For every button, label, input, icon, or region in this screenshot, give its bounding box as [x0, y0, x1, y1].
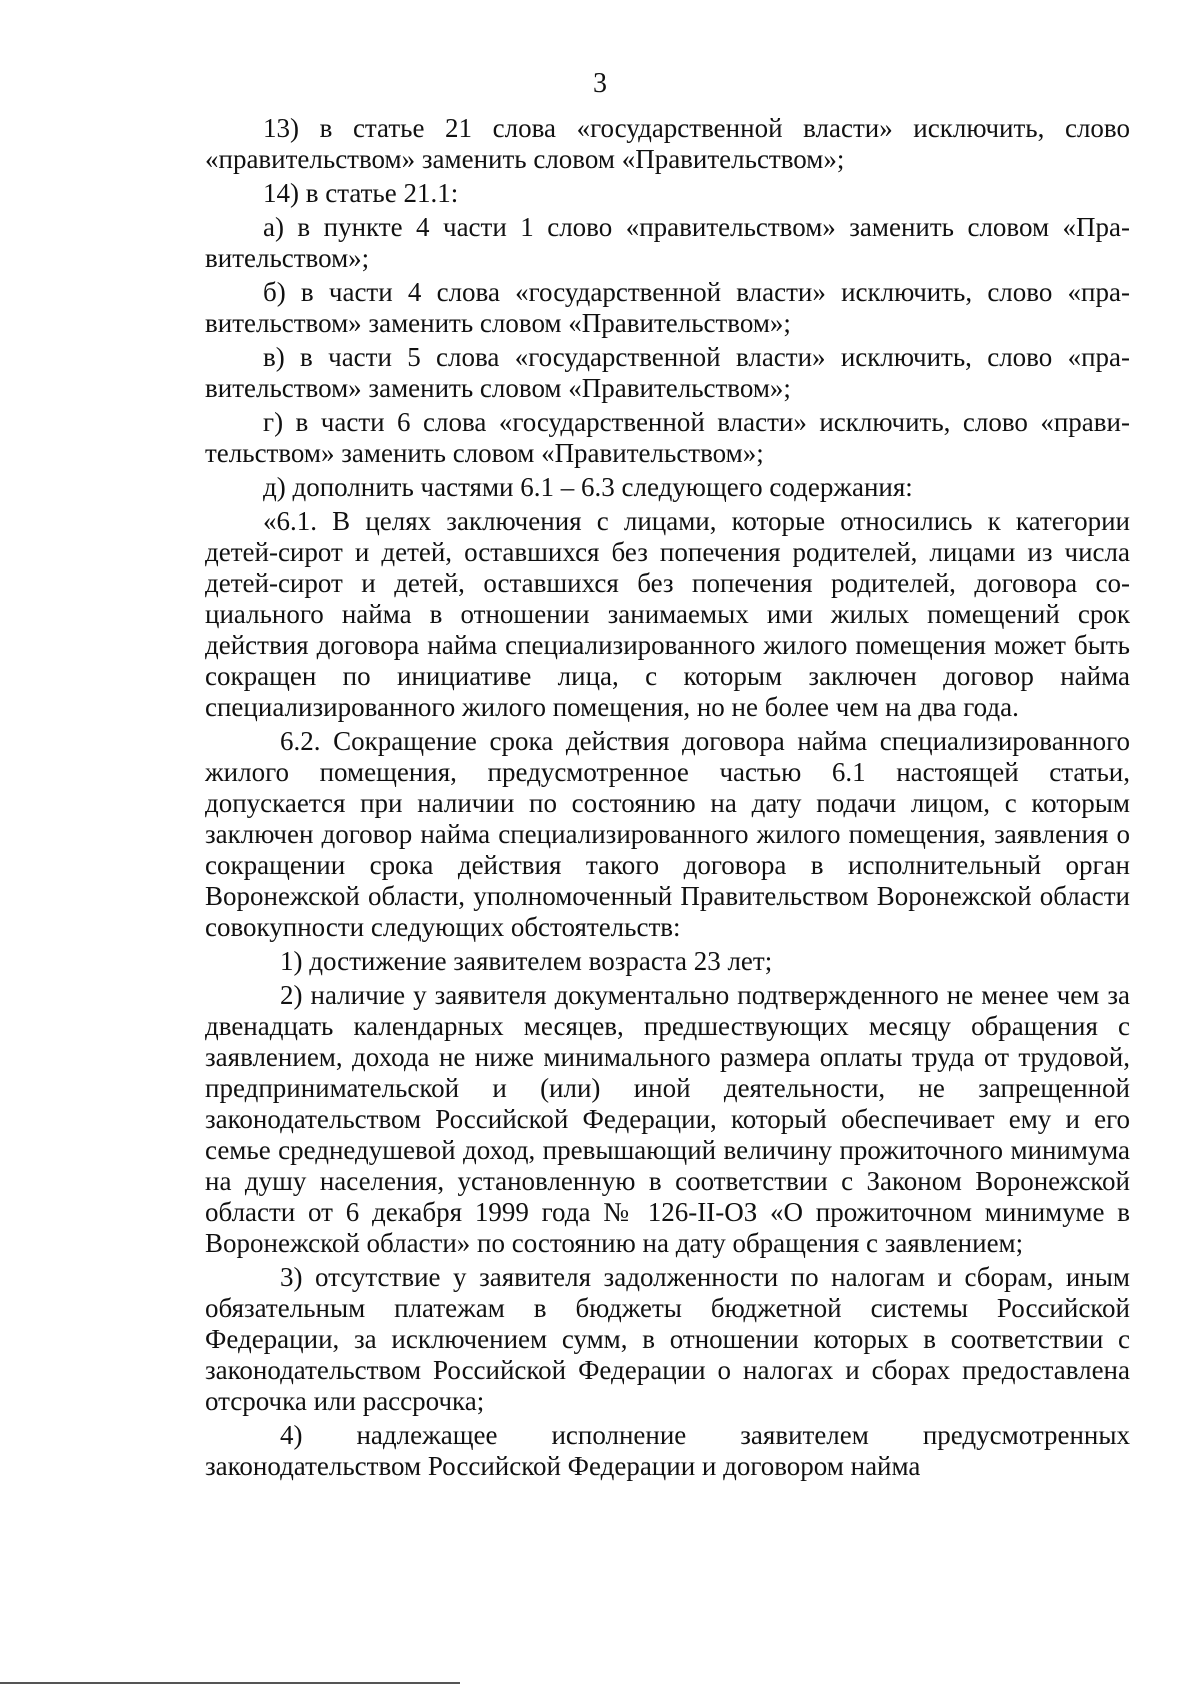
list-item-2: 2) наличие у заявителя документально подтвержденного не менее чем за двенадцать календарных месяцев, предшествующих месяцу обращения с заявлением, дохода не ниже минимального размера оплаты труда от трудовой, предпринимательской и (или) иной деятельности, не запрещенной законодательством Российской Федерации, который обеспечивает ему и его семье среднедушевой доход, превышающий величину прожиточного минимума на душу населения, установленную в соответствии с Законом Воронежской области от 6 декабря 1999 года № 126-II-ОЗ «О прожиточном минимуме в Воронежской области» по состоянию на дату обращения с заявлением;	[205, 980, 1130, 1258]
paragraph-14d: д) дополнить частями 6.1 – 6.3 следующего содержания:	[263, 472, 913, 502]
page-number: 3	[593, 68, 607, 99]
list-item-3: 3) отсутствие у заявителя задолженности по налогам и сборам, иным обязательным платежам в бюджеты бюджетной системы Российской Федерации, за исключением сумм, в отношении которых в соответствии с законодательством Российской Федерации о налогах и сборах предоставлена отсрочка или рассрочка;	[205, 1262, 1130, 1416]
paragraph-14: 14) в статье 21.1:	[263, 178, 459, 208]
paragraph-14a: а) в пункте 4 части 1 слово «правительством» заменить словом «Правительством»;	[205, 212, 1130, 273]
paragraph-14g: г) в части 6 слова «государственной власти» исключить, слово «правительством» заменить словом «Правительством»;	[205, 407, 1130, 468]
paragraph-6-1: «6.1. В целях заключения с лицами, которые относились к категории детей-сирот и детей, оставшихся без попечения родителей, лицами из числа детей-сирот и детей, оставшихся без попечения родителей, договора социального найма в отношении занимаемых ими жилых помещений срок действия договора найма специализированного жилого помещения может быть сокращен по инициативе лица, с которым заключен договор найма специализированного жилого помещения, но не более чем на два года.	[205, 506, 1130, 722]
list-item-4: 4) надлежащее исполнение заявителем предусмотренных законодательством Российской Федерации и договором найма	[205, 1420, 1130, 1481]
document-body	[205, 113, 1130, 1485]
paragraph-13: 13) в статье 21 слова «государственной власти» исключить, слово «правительством» заменить словом «Правительством»;	[205, 113, 1130, 174]
paragraph-6-2: 6.2. Сокращение срока действия договора найма специализированного жилого помещения, предусмотренное частью 6.1 настоящей статьи, допускается при наличии по состоянию на дату подачи лицом, с которым заключен договор найма специализированного жилого помещения, заявления о сокращении срока действия такого договора в исполнительный орган Воронежской области, уполномоченный Правительством Воронежской области совокупности следующих обстоятельств:	[205, 726, 1130, 942]
scan-edge-line	[0, 1682, 460, 1684]
paragraph-14b: б) в части 4 слова «государственной власти» исключить, слово «правительством» заменить словом «Правительством»;	[205, 277, 1130, 338]
list-item-1: 1) достижение заявителем возраста 23 лет;	[280, 946, 773, 976]
paragraph-14v: в) в части 5 слова «государственной власти» исключить, слово «правительством» заменить словом «Правительством»;	[205, 342, 1130, 403]
